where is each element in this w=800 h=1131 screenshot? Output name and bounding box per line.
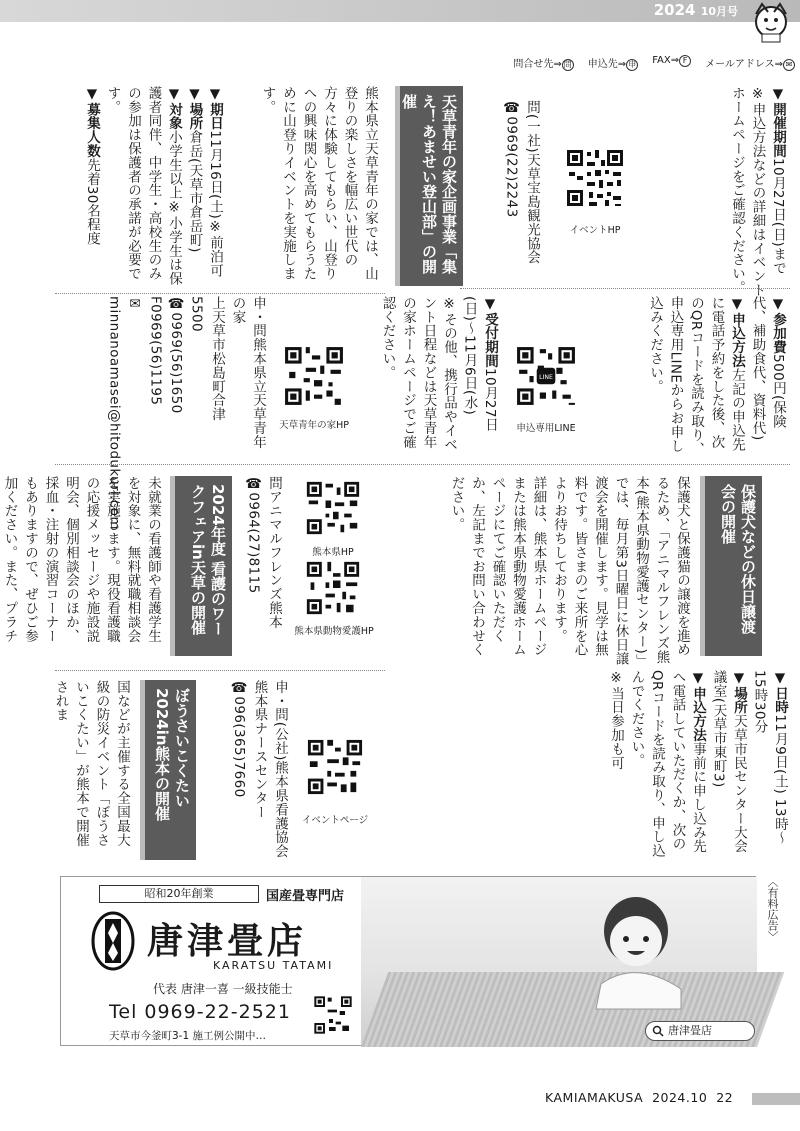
qr-code-seinen-hp[interactable]: [283, 345, 345, 407]
hogoken-contact: 問アニマルフレンズ熊本 ☎0964(27)8115: [245, 476, 282, 629]
yamanobori-body: 熊本県立天草青年の家では、山登りの楽しさを幅広い世代の方々に体験してもらい、山登りへの興味関心を高めてもらうために山登りイベントを実施します。: [259, 86, 378, 281]
ad-label: 〈有料広告〉: [766, 876, 779, 942]
qr-caption-line: 申込専用LINE: [516, 423, 576, 434]
tatami-logo-icon: [91, 911, 135, 971]
qr-caption-pref-hp: 熊本県HP: [312, 547, 354, 558]
child-photo-icon: [581, 889, 691, 1009]
kango-title: 2024年度 看護のワークフェアin天草の開催: [170, 476, 232, 656]
bousai-body: 国などが主催する全国最大級の防災イベント「ぼうさいこくたい」が熊本で開催されま: [52, 680, 130, 847]
qr-caption-event-hp: イベントHP: [569, 225, 621, 236]
yamanobori-title: 天草青年の家企画事業「集え！あませい登山部」の開催: [395, 86, 463, 286]
qr-code-ad[interactable]: [313, 995, 353, 1035]
legend-apply: 申込先⇒ 申: [587, 59, 637, 70]
qr-caption-animal-hp: 熊本県動物愛護HP: [294, 626, 374, 637]
ad-representative: 代表 唐津一喜 一級技能士: [153, 982, 293, 996]
hogoken-title: 保護犬などの休日譲渡会の開催: [700, 476, 762, 656]
footer-bar: [752, 1093, 800, 1105]
ad-tel[interactable]: Tel 0969-22-2521: [109, 1001, 291, 1023]
page-footer: KAMIAMAKUSA 2024.10 22: [545, 1090, 734, 1105]
mascot-icon: [748, 0, 794, 46]
kango-body-1: 未就業の看護師や看護学生を対象に、無料就職相談会を実施します。現役看護職の応援メッセージや施設説明会、個別相談会のほか、採血・注射の演習コーナーもありますので、ぜひご参加ください。また、プラチ: [1, 476, 161, 643]
section-divider: [55, 464, 790, 465]
yamanobori-org1: 問(一社)天草宝島観光協会 ☎0969(22)2243: [503, 100, 540, 265]
qr-code-animal-hp[interactable]: [305, 560, 361, 616]
section-divider: [460, 288, 790, 289]
ad-shop-name: 唐津畳店: [147, 920, 308, 962]
issue-label: 2024 10月号: [653, 1, 738, 19]
legend-mail: メールアドレス⇒ ✉: [705, 55, 795, 71]
qr-caption-seinen-hp: 天草青年の家HP: [279, 420, 349, 431]
svg-text:LINE: LINE: [539, 374, 553, 382]
yamanobori-org2: 申・問熊本県立天草青年の家 上天草市松島町合津5500 ☎0969(56)1650 F0969(56)1195 ✉minnanoamasei@hitodukuri.com: [106, 296, 266, 530]
ad-address: 天草市今釜町3-1 施工例公開中…: [109, 1030, 266, 1042]
yamanobori-period: ▼開催期間10月27日(日)まで ※申込方法などの詳細はイベントホームページをご確認ください。: [729, 86, 786, 297]
ad-kind: 国産畳専門店: [266, 889, 345, 904]
tatami-advertisement[interactable]: [60, 876, 756, 1046]
header-bar: [0, 0, 800, 22]
yamanobori-details: ▼期日11月16日(土)※前泊可 ▼場所倉岳(天草市倉岳町) ▼対象小学生以上※小学生は保護者同伴、中学生・高校生のみの参加は保護者の承諾が必要です。 ▼募集人数先着30名程度: [84, 86, 223, 286]
legend-fax: FAX⇒ F: [652, 55, 691, 71]
kango-details: ▼日時11月9日(土) 13時〜15時30分 ▼場所天草市民センター大会議室(天草市東町3) ▼申込方法事前に申し込み先へ電話していただくか、次のQRコードを読み取り、申し込んでください。 ※当日参加も可: [608, 670, 788, 858]
section-divider: [55, 293, 385, 294]
qr-code-pref-hp[interactable]: [305, 480, 361, 536]
ad-since: 昭和20年創業: [99, 885, 259, 903]
qr-code-line[interactable]: [515, 345, 577, 407]
section-divider: [55, 670, 385, 671]
hogoken-body: 保護犬と保護猫の譲渡を進めるため、「アニマルフレンズ熊本(熊本県動物愛護センター)」では、毎月第3日曜日に休日譲渡会を開催します。見学は無料です。皆さまのご来所を心よりお待ちしております。 詳細は、熊本県ホームページまたは熊本県動物愛護ホームページにてご確認いただくか、左記までお問い合わせください。: [448, 476, 690, 666]
legend-contact: 問合せ先⇒ 問: [513, 59, 572, 70]
kango-contact: 申・問(公社)熊本県看護協会熊本県ナースセンター ☎096(365)7660: [231, 680, 288, 859]
symbol-legend: [440, 55, 795, 71]
qr-code-event-hp[interactable]: [565, 148, 625, 208]
qr-code-kango-event[interactable]: [306, 738, 364, 796]
search-icon: [652, 1025, 664, 1037]
ad-roman-name: KARATSU TATAMI: [213, 959, 334, 972]
yamanobori-fee-method: ▼参加費500円(保険代、補助食代、資料代) ▼申込方法左記の申込先に電話予約をした後、次のQRコードを読み取り、申込専用LINEからお申し込みください。: [647, 296, 786, 456]
ad-search-box[interactable]: 唐津畳店: [645, 1021, 755, 1041]
yamanobori-accept: ▼受付期間10月27日(日)〜11月6日(水) ※その他、携行品やイベント日程などは天草青年の家ホームページでご確認ください。: [379, 296, 498, 452]
qr-caption-kango-event: イベントページ: [301, 815, 369, 826]
bousai-title: ぼうさいこくたい2024in熊本の開催: [140, 680, 196, 860]
